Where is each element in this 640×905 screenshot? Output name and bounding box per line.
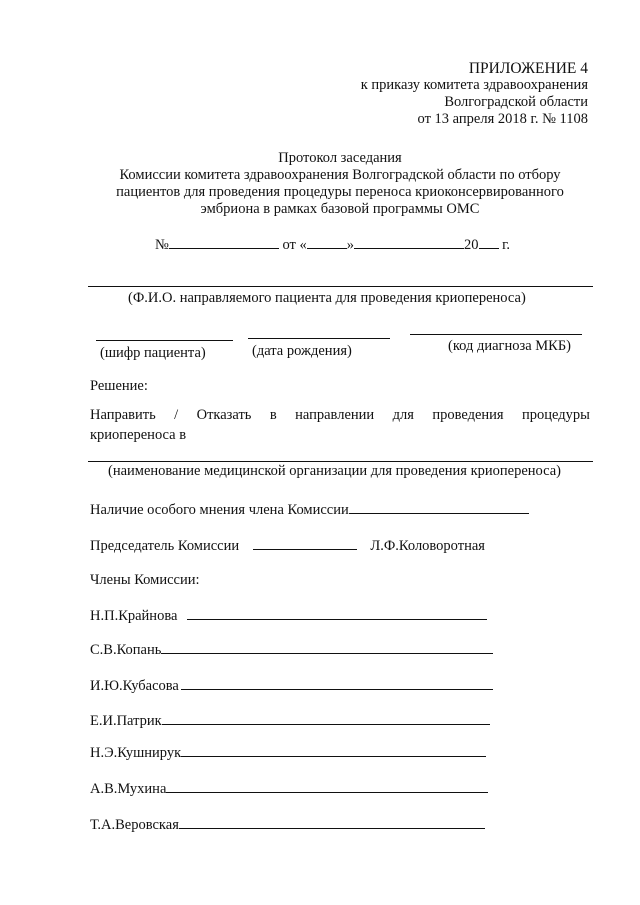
member-name: С.В.Копань [90, 642, 162, 658]
member-row [90, 676, 493, 695]
cipher-field[interactable] [96, 340, 233, 341]
decision-label: Решение: [90, 378, 148, 394]
member-name: Н.П.Крайнова [90, 608, 178, 624]
cipher-caption: (шифр пациента) [100, 345, 206, 361]
decision-word: для [392, 407, 414, 423]
title-line-4: эмбриона в рамках базовой программы ОМС [200, 201, 480, 217]
icd-code-field[interactable] [410, 334, 582, 335]
decision-line-2: криопереноса в [90, 427, 187, 443]
decision-word: в [269, 407, 277, 423]
organization-field[interactable] [88, 461, 593, 462]
chairman-signature-field[interactable] [253, 536, 357, 550]
date-year-prefix: 20 [464, 237, 479, 253]
member-signature-field[interactable] [166, 779, 488, 793]
special-opinion-label: Наличие особого мнения члена Комиссии [90, 502, 349, 518]
organization-caption: (наименование медицинской организации для проведения криопереноса) [108, 463, 561, 479]
decision-word: направлении [295, 407, 375, 423]
protocol-number-field[interactable] [169, 235, 279, 249]
patient-name-caption: (Ф.И.О. направляемого пациента для проведения криопереноса) [128, 290, 526, 306]
header-line-order: к приказу комитета здравоохранения [360, 77, 588, 93]
year-suffix: г. [502, 237, 511, 253]
member-name: Т.А.Веровская [90, 817, 179, 833]
title-line-1: Протокол заседания [278, 150, 402, 166]
member-row [90, 711, 490, 730]
decision-word: процедуры [522, 407, 590, 423]
members-label: Члены Комиссии: [90, 572, 200, 588]
member-signature-field[interactable] [161, 640, 493, 654]
document-header [361, 60, 588, 128]
chairman-line [90, 536, 485, 555]
header-line-region: Волгоградской области [444, 94, 588, 110]
member-row [90, 640, 493, 659]
patient-name-field[interactable] [88, 286, 593, 287]
decision-line [90, 407, 590, 424]
icd-code-caption: (код диагноза МКБ) [448, 338, 572, 354]
decision-word: Направить [90, 407, 156, 423]
member-signature-field[interactable] [181, 676, 493, 690]
decision-word: Отказать [196, 407, 252, 423]
special-opinion-field[interactable] [349, 500, 529, 514]
header-line-date: от 13 апреля 2018 г. № 1108 [417, 111, 588, 127]
member-name: А.В.Мухина [90, 781, 167, 797]
decision-word: / [174, 407, 179, 423]
member-row [90, 815, 485, 834]
date-year-field[interactable] [479, 235, 499, 249]
number-sign: № [155, 237, 169, 253]
member-signature-field[interactable] [181, 743, 486, 757]
member-signature-field[interactable] [162, 711, 490, 725]
member-row [90, 779, 488, 798]
member-name: Н.Э.Кушнирук [90, 745, 182, 761]
date-month-field[interactable] [354, 235, 464, 249]
title-line-2: Комиссии комитета здравоохранения Волгоградской области по отбору [119, 167, 561, 183]
chairman-name: Л.Ф.Коловоротная [370, 538, 485, 554]
member-name: И.Ю.Кубасова [90, 678, 179, 694]
member-signature-field[interactable] [187, 606, 487, 620]
protocol-title [90, 150, 590, 218]
chairman-label: Председатель Комиссии [90, 538, 240, 554]
member-name: Е.И.Патрик [90, 713, 162, 729]
member-row [90, 743, 486, 762]
appendix-label: ПРИЛОЖЕНИЕ 4 [468, 60, 588, 77]
title-line-3: пациентов для проведения процедуры переноса криоконсервированного [116, 184, 564, 200]
decision-word: проведения [432, 407, 504, 423]
date-day-field[interactable] [307, 235, 347, 249]
birth-date-field[interactable] [248, 338, 390, 339]
birth-date-caption: (дата рождения) [252, 343, 352, 359]
member-signature-field[interactable] [179, 815, 485, 829]
member-row [90, 606, 487, 625]
date-from-label: от « [282, 237, 307, 253]
date-quote-close: » [346, 237, 354, 253]
special-opinion-line [90, 500, 529, 519]
protocol-number-line [155, 235, 510, 254]
